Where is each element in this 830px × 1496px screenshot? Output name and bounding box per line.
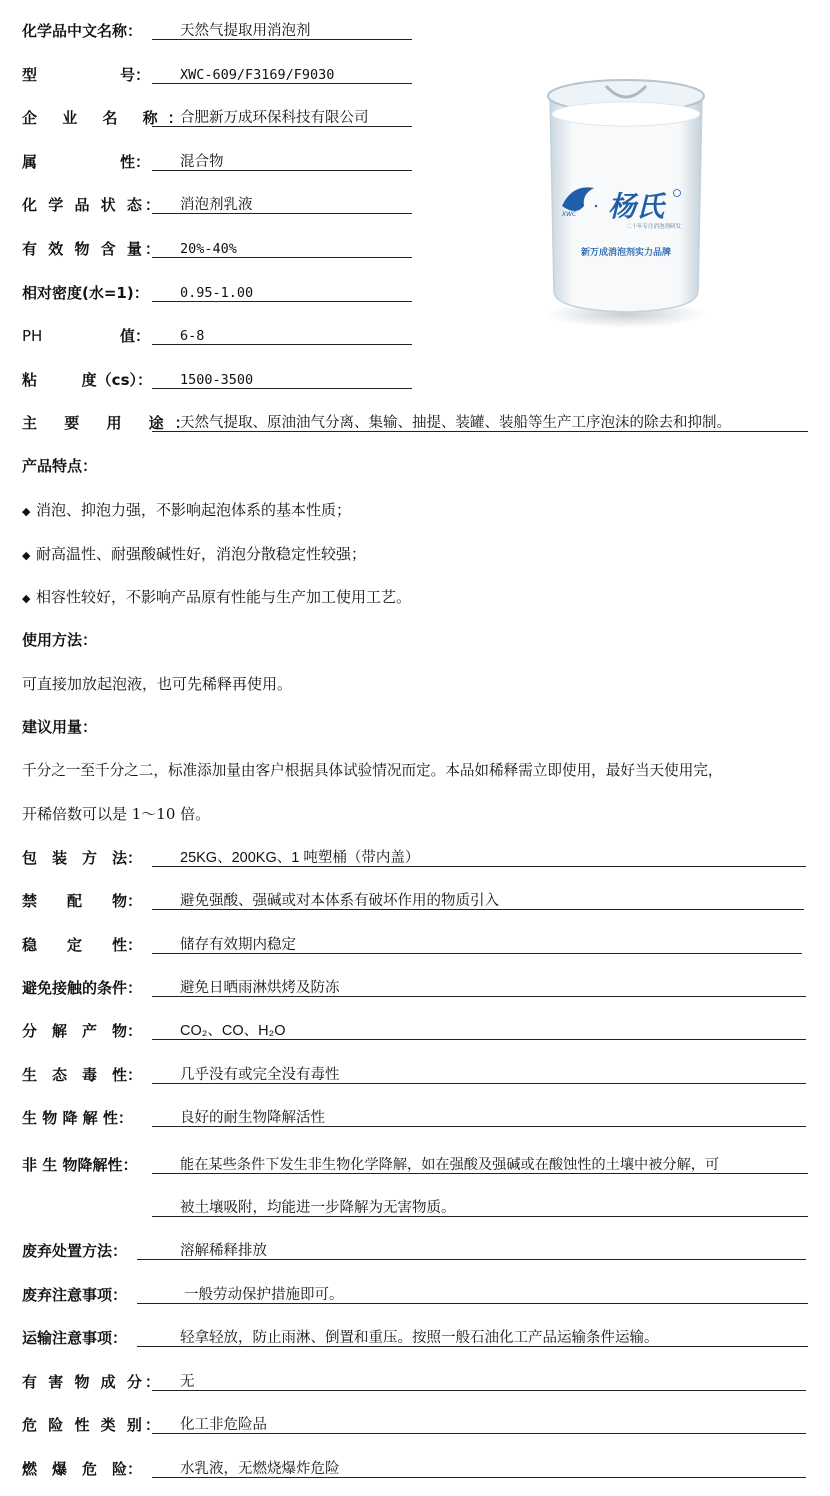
underline <box>152 257 412 258</box>
underline <box>152 953 802 954</box>
spec-label-use: 主 要 用 途： <box>22 414 201 432</box>
prop-label-hazard-class: 危 险 性 类 别： <box>22 1416 163 1434</box>
spec-label-viscosity: 粘 度（cs）： <box>22 371 152 389</box>
underline <box>152 909 804 910</box>
prop-label-abiotic: 非 生 物降解性： <box>22 1156 138 1174</box>
spec-value-ph: 6-8 <box>180 328 205 344</box>
underline <box>137 1303 808 1304</box>
prop-label-packaging: 包 装 方 法： <box>22 849 143 867</box>
usage-title: 使用方法： <box>22 631 98 649</box>
prop-value-transport: 轻拿轻放，防止雨淋、倒置和重压。按照一般石油化工产品运输条件运输。 <box>180 1330 659 1346</box>
diamond-bullet-icon: ◆ <box>22 505 31 518</box>
prop-label-biodegradability: 生 物 降 解 性： <box>22 1109 133 1127</box>
brand-mark: XWC <box>562 211 577 218</box>
underline <box>152 866 806 867</box>
prop-value-disposal-note: 一般劳动保护措施即可。 <box>184 1287 344 1303</box>
underline <box>152 301 412 302</box>
prop-value-biodegradability: 良好的耐生物降解活性 <box>180 1110 325 1126</box>
spec-label-ph: PH 值： <box>22 327 150 345</box>
spec-value-state: 消泡剂乳液 <box>180 197 253 213</box>
prop-value-avoid: 避免日晒雨淋烘烤及防冻 <box>180 980 340 996</box>
prop-label-disposal: 废弃处置方法： <box>22 1242 128 1260</box>
underline <box>152 1083 806 1084</box>
underline <box>152 1390 806 1391</box>
prop-value-abiotic-cont: 被土壤吸附，均能进一步降解为无害物质。 <box>180 1200 456 1216</box>
prop-label-explosion: 燃 爆 危 险： <box>22 1460 143 1478</box>
underline <box>152 1039 806 1040</box>
underline <box>152 996 806 997</box>
spec-label-model: 型 号： <box>22 66 150 84</box>
feature-item: ◆ 相容性较好，不影响产品原有性能与生产加工使用工艺。 <box>22 587 411 609</box>
underline <box>152 126 412 127</box>
spec-value-property: 混合物 <box>180 154 224 170</box>
prop-value-hazardous: 无 <box>180 1374 195 1390</box>
underline <box>152 170 412 171</box>
underline <box>152 1433 806 1434</box>
spec-value-company: 合肥新万成环保科技有限公司 <box>180 110 369 126</box>
prop-value-abiotic: 能在某些条件下发生非生物化学降解，如在强酸及强碱或在酸蚀性的土壤中被分解，可 <box>180 1157 720 1173</box>
prop-label-decomposition: 分 解 产 物： <box>22 1022 143 1040</box>
liquid-surface <box>552 102 700 126</box>
underline <box>152 388 412 389</box>
underline <box>152 83 412 84</box>
feature-item: ◆ 消泡、抑泡力强，不影响起泡体系的基本性质； <box>22 500 351 522</box>
spec-value-use: 天然气提取、原油油气分离、集输、抽提、装罐、装船等生产工序泡沫的除去和抑制。 <box>180 415 731 431</box>
spec-label-content: 有 效 物 含 量： <box>22 240 163 258</box>
spec-value-name: 天然气提取用消泡剂 <box>180 23 311 39</box>
spec-label-property: 属 性： <box>22 153 150 171</box>
prop-value-packaging: 25KG、200KG、1 吨塑桶（带内盖） <box>180 850 420 866</box>
prop-label-disposal-note: 废弃注意事项： <box>22 1286 128 1304</box>
usage-text: 可直接加放起泡液，也可先稀释再使用。 <box>22 675 293 693</box>
spec-label-name: 化学品中文名称： <box>22 22 143 40</box>
underline <box>152 1126 806 1127</box>
prop-label-stability: 稳 定 性： <box>22 936 143 954</box>
underline <box>152 431 808 432</box>
prop-label-avoid: 避免接触的条件： <box>22 979 143 997</box>
prop-label-transport: 运输注意事项： <box>22 1329 128 1347</box>
prop-value-ecotoxicity: 几乎没有或完全没有毒性 <box>180 1067 340 1083</box>
prop-value-decomposition: CO₂、CO、H₂O <box>180 1023 286 1039</box>
underline <box>152 1216 808 1217</box>
prop-label-hazardous: 有 害 物 成 分： <box>22 1373 163 1391</box>
diamond-bullet-icon: ◆ <box>22 592 31 605</box>
brand-name: 杨氏 <box>608 190 665 223</box>
dosage-text-line1: 千分之一至千分之二，标准添加量由客户根据具体试验情况而定。本品如稀释需立即使用，最好当天使用完， <box>22 762 723 779</box>
feature-item: ◆ 耐高温性、耐强酸碱性好，消泡分散稳定性较强； <box>22 544 366 566</box>
underline <box>152 344 412 345</box>
brand-slogan: 新万成消泡剂实力品牌 <box>580 248 672 258</box>
spec-label-company: 企 业 名 称： <box>22 109 193 127</box>
product-beaker-image <box>536 56 716 331</box>
prop-value-stability: 储存有效期内稳定 <box>180 937 296 953</box>
features-title: 产品特点： <box>22 457 98 475</box>
dosage-text-line2: 开稀倍数可以是 1～10 倍。 <box>22 805 211 823</box>
prop-value-incompatible: 避免强酸、强碱或对本体系有破坏作用的物质引入 <box>180 893 499 909</box>
underline <box>137 1259 806 1260</box>
brand-subtitle: 二十年专注消泡剂研发 <box>626 224 682 230</box>
prop-label-ecotoxicity: 生 态 毒 性： <box>22 1066 143 1084</box>
underline <box>137 1346 808 1347</box>
spec-value-model: XWC-609/F3169/F9030 <box>180 67 335 83</box>
underline <box>152 39 412 40</box>
prop-value-hazard-class: 化工非危险品 <box>180 1417 267 1433</box>
underline <box>152 213 412 214</box>
prop-value-disposal: 溶解稀释排放 <box>180 1243 267 1259</box>
diamond-bullet-icon: ◆ <box>22 549 31 562</box>
underline <box>152 1173 808 1174</box>
spec-value-density: 0.95-1.00 <box>180 285 254 301</box>
prop-value-explosion: 水乳液，无燃烧爆炸危险 <box>180 1461 340 1477</box>
spec-value-viscosity: 1500-3500 <box>180 372 254 388</box>
underline <box>152 1477 806 1478</box>
spec-label-density: 相对密度(水=1)： <box>22 284 149 302</box>
prop-label-incompatible: 禁 配 物： <box>22 892 143 910</box>
spec-value-content: 20%-40% <box>180 241 237 257</box>
spec-label-state: 化 学 品 状 态： <box>22 196 163 214</box>
dosage-title: 建议用量： <box>22 718 98 736</box>
